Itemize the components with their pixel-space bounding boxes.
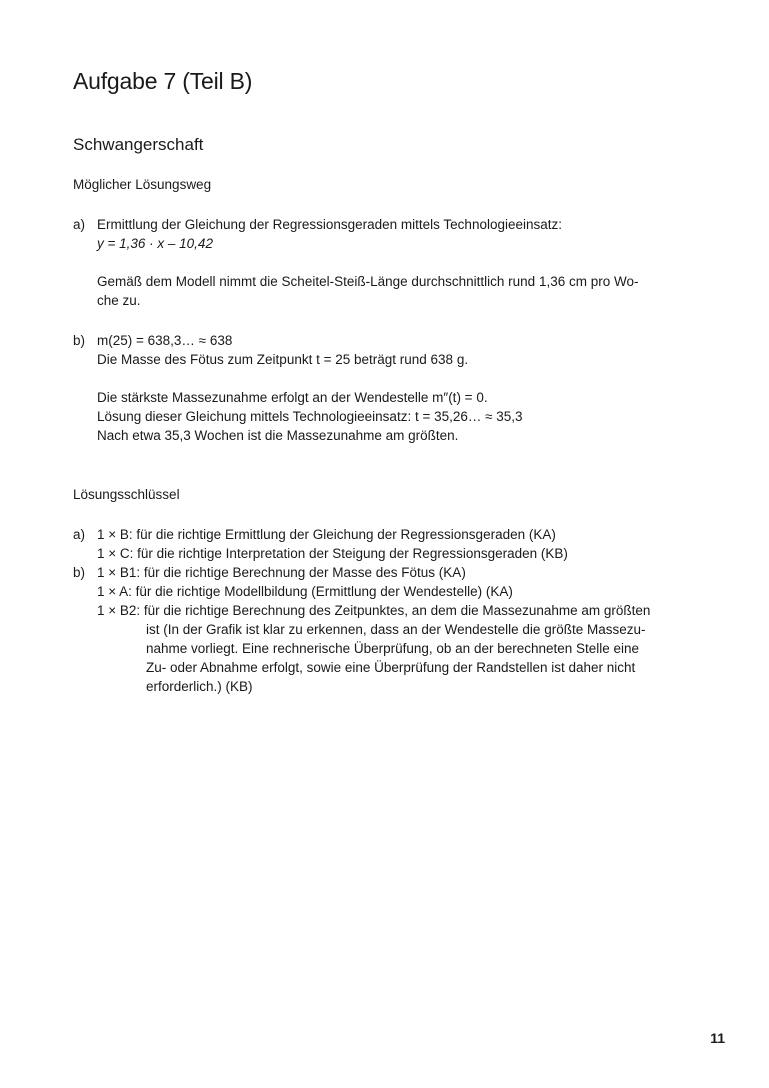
solution-a-line4: che zu. xyxy=(97,293,141,308)
solution-b-line3: Die stärkste Massezunahme erfolgt an der Wendestelle m″(t) = 0. xyxy=(97,390,488,405)
solution-heading: Möglicher Lösungsweg xyxy=(73,177,212,192)
key-a-line2: 1 × C: für die richtige Interpretation der Steigung der Regressionsgeraden (KB) xyxy=(97,546,568,561)
solution-b-line5: Nach etwa 35,3 Wochen ist die Massezunahme am größten. xyxy=(97,428,459,443)
key-b-marker: b) xyxy=(73,565,86,580)
key-b-line1: 1 × B1: für die richtige Berechnung der Masse des Fötus (KA) xyxy=(97,565,466,580)
solution-b-line4: Lösung dieser Gleichung mittels Technologieeinsatz: t = 35,26… ≈ 35,3 xyxy=(97,409,523,424)
key-b-line2: 1 × A: für die richtige Modellbildung (Ermittlung der Wendestelle) (KA) xyxy=(97,584,513,599)
key-b-line6: Zu- oder Abnahme erfolgt, sowie eine Überprüfung der Randstellen ist daher nicht xyxy=(146,660,636,675)
solution-b-line2: Die Masse des Fötus zum Zeitpunkt t = 25 beträgt rund 638 g. xyxy=(97,352,469,367)
solution-b-line1: m(25) = 638,3… ≈ 638 xyxy=(97,333,233,348)
key-part-b xyxy=(73,563,693,696)
key-b-line5: nahme vorliegt. Eine rechnerische Überprüfung, ob an der berechneten Stelle eine xyxy=(146,641,640,656)
page-number: 11 xyxy=(710,1030,725,1046)
key-b-line4: ist (In der Grafik ist klar zu erkennen, dass an der Wendestelle die größte Massezu- xyxy=(146,622,646,637)
key-a-marker: a) xyxy=(73,527,86,542)
key-heading: Lösungsschlüssel xyxy=(73,487,180,502)
page-title: Aufgabe 7 (Teil B) xyxy=(73,68,253,94)
solution-part-a xyxy=(73,215,693,310)
part-b-marker: b) xyxy=(73,333,86,348)
regression-equation: y = 1,36 · x – 10,42 xyxy=(97,236,213,251)
key-b-continuation xyxy=(97,620,693,696)
solution-a-equation xyxy=(97,234,693,253)
solution-part-b xyxy=(73,331,693,445)
key-part-a xyxy=(73,525,693,563)
key-a-line1: 1 × B: für die richtige Ermittlung der Gleichung der Regressionsgeraden (KA) xyxy=(97,527,556,542)
solution-a-line3: Gemäß dem Modell nimmt die Scheitel-Steiß-Länge durchschnittlich rund 1,36 cm pro Wo- xyxy=(97,274,639,289)
solution-a-line1: Ermittlung der Gleichung der Regressionsgeraden mittels Technologieeinsatz: xyxy=(97,217,563,232)
page-subtitle: Schwangerschaft xyxy=(73,135,204,154)
part-a-marker: a) xyxy=(73,217,86,232)
key-b-line3: 1 × B2: für die richtige Berechnung des Zeitpunktes, an dem die Massezunahme am größten xyxy=(97,603,651,618)
key-b-line7: erforderlich.) (KB) xyxy=(146,679,253,694)
